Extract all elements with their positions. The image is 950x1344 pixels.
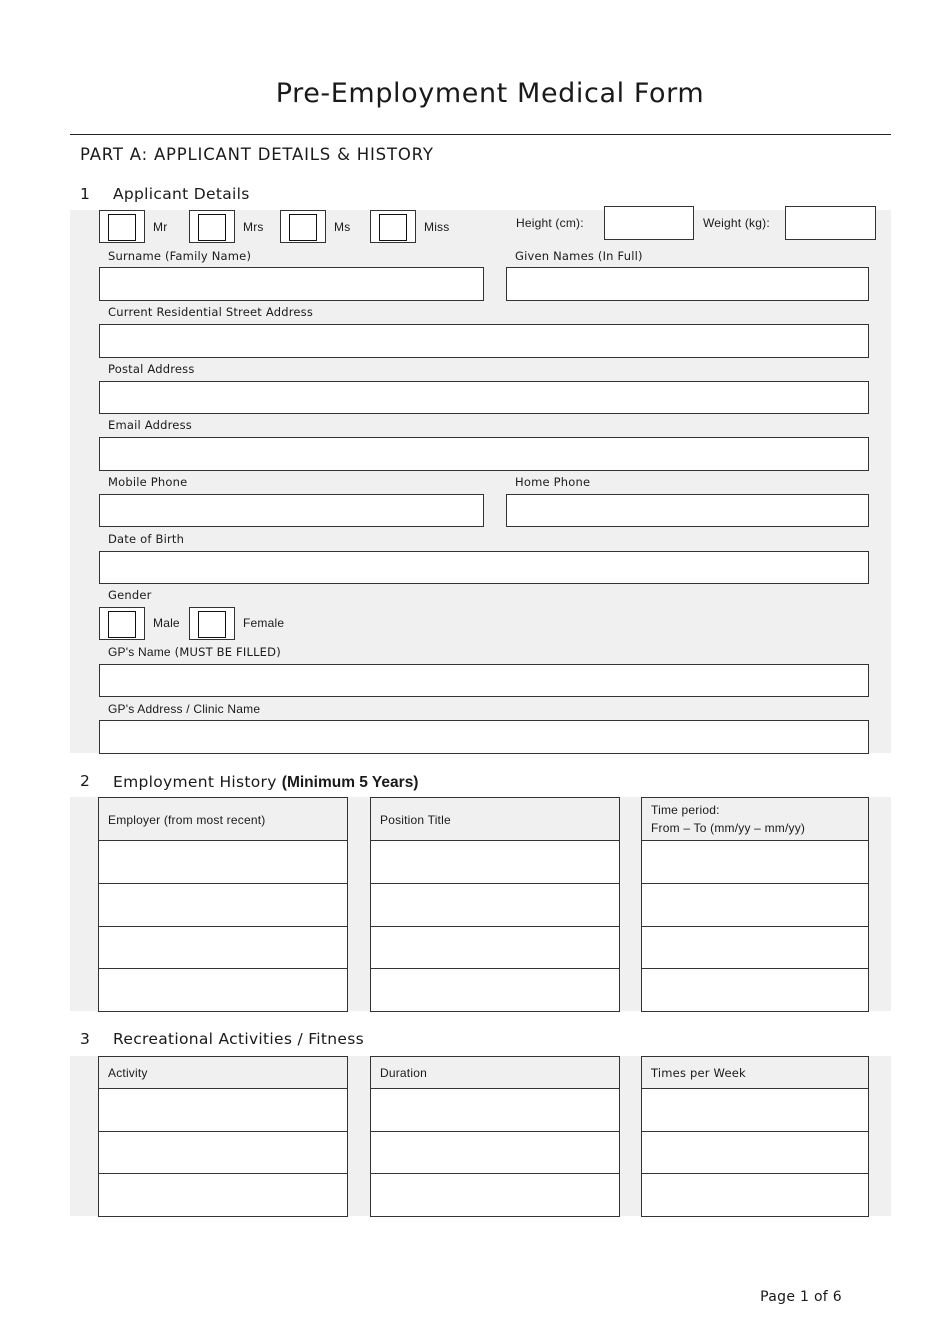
gp-name-note: (MUST BE FILLED) <box>174 645 281 659</box>
gp-address-input[interactable] <box>99 720 869 754</box>
gender-female-label: Female <box>243 616 285 630</box>
times-per-week-column <box>641 1056 869 1217</box>
given-names-label: Given Names (In Full) <box>515 249 643 263</box>
duration-header-label: Duration <box>380 1066 427 1080</box>
gender-label: Gender <box>108 588 152 602</box>
time-period-cell[interactable] <box>642 969 868 1011</box>
employer-cell[interactable] <box>99 884 347 927</box>
times-per-week-header-label: Times per Week <box>651 1066 746 1080</box>
activity-header-label: Activity <box>108 1066 148 1080</box>
checkbox-square <box>379 214 407 241</box>
employer-header-label: Employer (from most recent) <box>108 813 266 827</box>
gp-name-input[interactable] <box>99 664 869 697</box>
section-1-number: 1 <box>80 185 90 203</box>
section-2-heading <box>113 772 418 792</box>
duration-column-header <box>371 1057 619 1089</box>
times-per-week-column-header <box>642 1057 868 1089</box>
position-cell[interactable] <box>371 841 619 884</box>
activity-cell[interactable] <box>99 1174 347 1216</box>
position-cell[interactable] <box>371 884 619 927</box>
section-2-number: 2 <box>80 772 90 790</box>
employer-column-header <box>99 798 347 841</box>
email-input[interactable] <box>99 437 869 471</box>
mobile-phone-label: Mobile Phone <box>108 475 188 489</box>
title-miss-checkbox[interactable] <box>370 210 416 243</box>
home-phone-label: Home Phone <box>515 475 591 489</box>
page-number: Page 1 of 6 <box>760 1289 842 1305</box>
gender-male-checkbox[interactable] <box>99 607 145 640</box>
time-period-header-line2: From – To (mm/yy – mm/yy) <box>651 821 806 835</box>
activity-column <box>98 1056 348 1217</box>
gp-address-label: GP's Address / Clinic Name <box>108 702 261 716</box>
title-ms-label: Ms <box>334 220 351 234</box>
height-label: Height (cm): <box>516 216 584 230</box>
checkbox-square <box>108 611 136 638</box>
postal-address-input[interactable] <box>99 381 869 414</box>
gender-female-checkbox[interactable] <box>189 607 235 640</box>
section-1-title: Applicant Details <box>113 185 250 203</box>
time-period-column <box>641 797 869 1012</box>
position-cell[interactable] <box>371 969 619 1011</box>
checkbox-square <box>198 611 226 638</box>
checkbox-square <box>289 214 317 241</box>
employer-cell[interactable] <box>99 969 347 1011</box>
gp-name-label: GP's Name <box>108 645 171 659</box>
title-mr-checkbox[interactable] <box>99 210 145 243</box>
time-period-cell[interactable] <box>642 841 868 884</box>
title-miss-label: Miss <box>424 220 450 234</box>
employer-cell[interactable] <box>99 927 347 969</box>
postal-address-label: Postal Address <box>108 362 195 376</box>
section-3-title: Recreational Activities / Fitness <box>113 1030 364 1048</box>
section-3-number: 3 <box>80 1030 90 1048</box>
title-mrs-checkbox[interactable] <box>189 210 235 243</box>
position-column-header <box>371 798 619 841</box>
surname-input[interactable] <box>99 267 484 301</box>
given-names-input[interactable] <box>506 267 869 301</box>
gender-male-label: Male <box>153 616 180 630</box>
time-period-cell[interactable] <box>642 927 868 969</box>
home-phone-input[interactable] <box>506 494 869 527</box>
street-address-label: Current Residential Street Address <box>108 305 314 319</box>
times-per-week-cell[interactable] <box>642 1174 868 1216</box>
employer-column <box>98 797 348 1012</box>
surname-label: Surname (Family Name) <box>108 249 252 263</box>
activity-column-header <box>99 1057 347 1089</box>
section-2-title: Employment History <box>113 773 277 791</box>
duration-column <box>370 1056 620 1217</box>
title-mrs-label: Mrs <box>243 220 264 234</box>
time-period-cell[interactable] <box>642 884 868 927</box>
duration-cell[interactable] <box>371 1132 619 1174</box>
checkbox-square <box>198 214 226 241</box>
time-period-header-line1: Time period: <box>651 803 720 817</box>
activity-cell[interactable] <box>99 1089 347 1132</box>
height-input[interactable] <box>604 206 694 240</box>
form-title: Pre-Employment Medical Form <box>275 78 705 109</box>
title-ms-checkbox[interactable] <box>280 210 326 243</box>
gp-name-label-wrap <box>108 645 281 659</box>
position-header-label: Position Title <box>380 813 451 827</box>
title-divider <box>70 134 891 135</box>
dob-label: Date of Birth <box>108 532 185 546</box>
weight-input[interactable] <box>785 206 876 240</box>
street-address-input[interactable] <box>99 324 869 358</box>
times-per-week-cell[interactable] <box>642 1132 868 1174</box>
weight-label: Weight (kg): <box>703 216 770 230</box>
section-2-title-note: (Minimum 5 Years) <box>281 774 419 791</box>
activity-cell[interactable] <box>99 1132 347 1174</box>
part-a-heading: PART A: APPLICANT DETAILS & HISTORY <box>80 145 434 164</box>
checkbox-square <box>108 214 136 241</box>
position-cell[interactable] <box>371 927 619 969</box>
duration-cell[interactable] <box>371 1089 619 1132</box>
position-column <box>370 797 620 1012</box>
mobile-phone-input[interactable] <box>99 494 484 527</box>
times-per-week-cell[interactable] <box>642 1089 868 1132</box>
employer-cell[interactable] <box>99 841 347 884</box>
email-label: Email Address <box>108 418 192 432</box>
duration-cell[interactable] <box>371 1174 619 1216</box>
time-period-column-header <box>642 798 868 841</box>
title-mr-label: Mr <box>153 220 168 234</box>
dob-input[interactable] <box>99 551 869 584</box>
